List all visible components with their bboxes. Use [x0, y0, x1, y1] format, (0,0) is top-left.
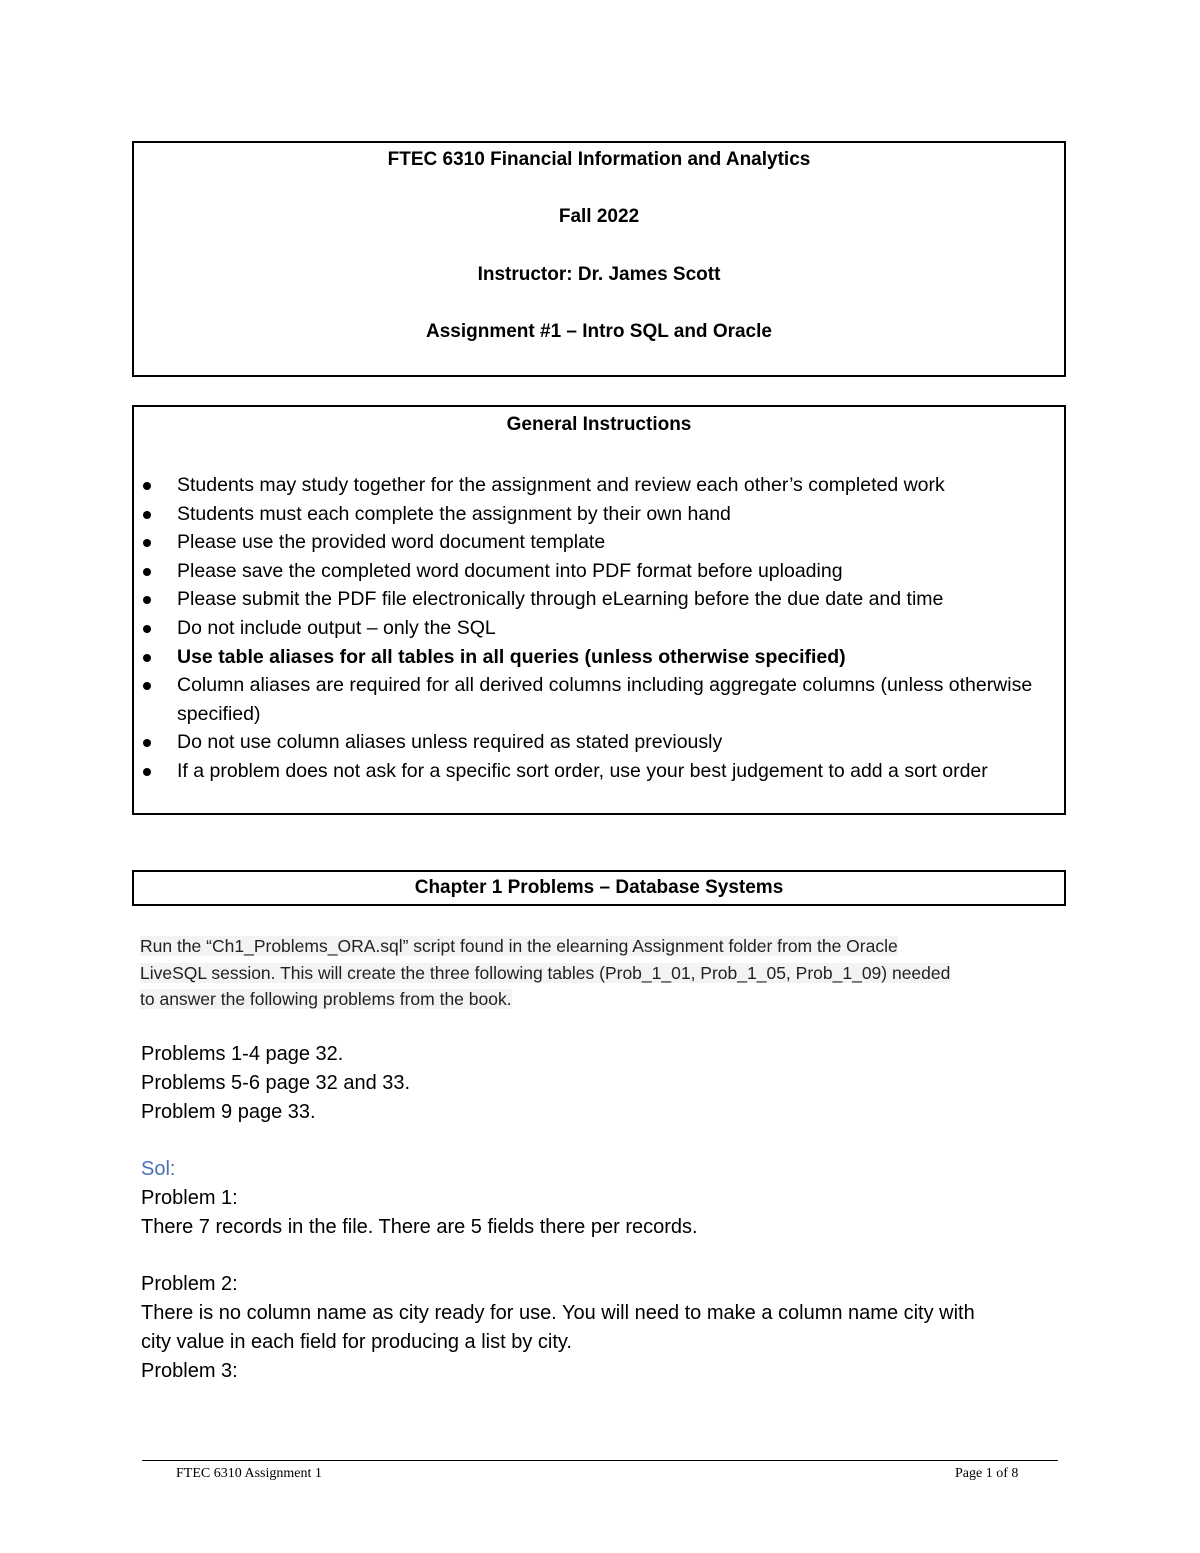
footer-divider	[142, 1460, 1058, 1461]
instructor: Instructor: Dr. James Scott	[477, 264, 721, 285]
bullet-icon	[143, 739, 151, 747]
solution-section	[141, 1155, 1061, 1385]
problem-ref: Problems 5-6 page 32 and 33.	[141, 1071, 411, 1094]
instruction-item: If a problem does not ask for a specific sort order, use your best judgement to add a sort order	[134, 757, 1064, 786]
instruction-item: Students may study together for the assignment and review each other’s completed work	[134, 471, 1064, 500]
solution-label: Sol:	[141, 1158, 176, 1180]
problem-1-title: Problem 1:	[141, 1186, 238, 1209]
problem-2-title: Problem 2:	[141, 1273, 238, 1296]
instruction-item: Please use the provided word document template	[134, 528, 1064, 557]
bullet-icon	[143, 596, 151, 604]
script-line: Run the “Ch1_Problems_ORA.sql” script found in the elearning Assignment folder from the Oracle	[140, 936, 898, 956]
instruction-item: Do not use column aliases unless required as stated previously	[134, 728, 1064, 757]
bullet-icon	[143, 539, 151, 547]
problem-3-title: Problem 3:	[141, 1359, 238, 1382]
chapter-heading-box	[132, 870, 1066, 906]
bullet-icon	[143, 568, 151, 576]
instruction-item: Column aliases are required for all derived columns including aggregate columns (unless otherwise specified)	[134, 671, 1064, 728]
instruction-item: Do not include output – only the SQL	[134, 614, 1064, 643]
footer-title: FTEC 6310 Assignment 1	[176, 1466, 322, 1481]
page-number: Page 1 of 8	[955, 1466, 1019, 1481]
instructions-box	[132, 405, 1066, 815]
title-box	[132, 141, 1066, 377]
problem-2-answer-line: city value in each field for producing a list by city.	[141, 1330, 572, 1353]
assignment-title: Assignment #1 – Intro SQL and Oracle	[426, 321, 772, 342]
script-instructions	[140, 933, 1060, 1013]
bullet-icon	[143, 482, 151, 490]
bullet-icon	[143, 511, 151, 519]
bullet-icon	[143, 625, 151, 633]
instruction-item: Please submit the PDF file electronically through eLearning before the due date and time	[134, 585, 1064, 614]
course-title: FTEC 6310 Financial Information and Analytics	[387, 149, 811, 170]
problem-ref: Problem 9 page 33.	[141, 1100, 316, 1123]
instructions-heading: General Instructions	[506, 414, 692, 435]
instruction-item: Students must each complete the assignment by their own hand	[134, 500, 1064, 529]
problems-list	[141, 1040, 1061, 1126]
bullet-icon	[143, 682, 151, 690]
term: Fall 2022	[558, 206, 640, 227]
instruction-item: Use table aliases for all tables in all queries (unless otherwise specified)	[134, 643, 1064, 672]
script-line: to answer the following problems from the book.	[140, 989, 512, 1009]
problem-1-answer: There 7 records in the file. There are 5 fields there per records.	[141, 1215, 698, 1238]
chapter-heading: Chapter 1 Problems – Database Systems	[414, 877, 784, 898]
script-line: LiveSQL session. This will create the three following tables (Prob_1_01, Prob_1_05, Prob_1_09) needed	[140, 962, 951, 983]
problem-ref: Problems 1-4 page 32.	[141, 1043, 344, 1065]
problem-2-answer-line: There is no column name as city ready for use. You will need to make a column name city with	[141, 1301, 975, 1324]
bullet-icon	[143, 654, 151, 662]
instructions-list	[134, 471, 1064, 786]
instruction-item: Please save the completed word document into PDF format before uploading	[134, 557, 1064, 586]
bullet-icon	[143, 768, 151, 776]
